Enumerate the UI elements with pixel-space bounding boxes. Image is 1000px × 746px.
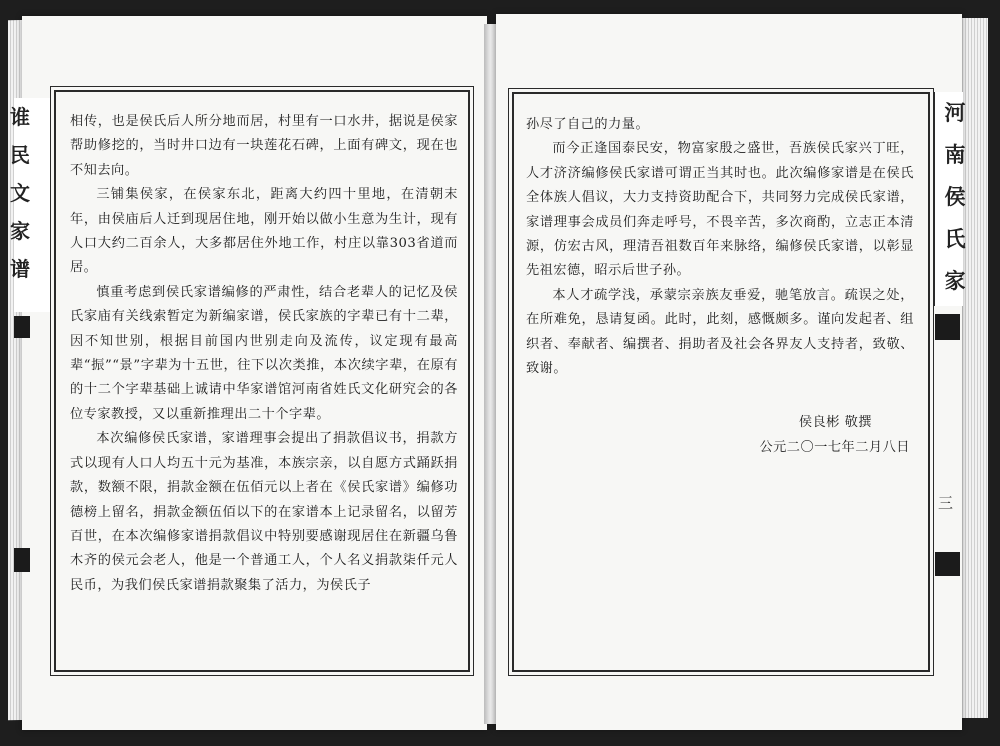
side-title-char: 河	[944, 100, 966, 125]
paragraph: 本次编修侯氏家谱，家谱理事会提出了捐款倡议书，捐款方式以现有人口人均五十元为基准，本族宗亲，以自愿方式踊跃捐款，数额不限，捐款金额在伍佰元以上者在《侯氏家谱》编修功德榜上留名，捐款金额伍佰以下的在家谱本上记录留名，以留芳百世，在本次编修家谱捐款倡议中特别要感谢现居住在新疆乌鲁木齐的侯元会老人，他是一个普通工人，个人名义捐款柒仟元人民币，为我们侯氏家谱捐款聚集了活力，为侯氏子	[70, 431, 458, 593]
side-title-char: 南	[944, 142, 966, 167]
right-page	[496, 14, 962, 730]
author-signature: 侯良彬 敬撰	[798, 415, 872, 431]
left-page	[22, 16, 487, 730]
right-tab-marker	[935, 552, 960, 576]
side-title-char: 家	[10, 219, 30, 243]
side-title-char: 侯	[944, 184, 966, 209]
side-title-char: 氏	[944, 226, 966, 251]
side-title-char: 文	[10, 181, 30, 205]
paragraph: 本人才疏学浅，承蒙宗亲族友垂爱，驰笔放言。疏误之处，在所难免，恳请复函。此时，此刻，感慨颇多。谨向发起者、组织者、奉献者、编撰者、捐助者及社会各界友人支持者，致敬、致谢。	[526, 287, 914, 377]
right-side-title-tab	[934, 92, 966, 306]
side-title-char: 谁	[10, 105, 30, 129]
left-tab-marker	[14, 548, 30, 572]
paragraph: 慎重考虑到侯氏家谱编修的严肃性，结合老辈人的记忆及侯氏家庙有关线索暂定为新编家谱，侯氏家族的字辈已有十二辈，因不知世别，根据目前国内世别走向及流传，议定现有最高辈“振”“景”字辈为十五世，往下以次类推，本次续字辈，在原有的十二个字辈基础上诚请中华家谱馆河南省姓氏文化研究会的各位专家教授，又以重新推理出二十个字辈。	[70, 284, 458, 422]
side-title-char: 谱	[10, 257, 30, 281]
left-page-border-frame	[54, 90, 470, 672]
page-number: 三	[938, 494, 954, 512]
paragraph: 孙尽了自己的力量。	[526, 117, 650, 132]
left-page-body	[70, 110, 458, 598]
right-tab-marker	[935, 314, 960, 340]
paragraph: 相传，也是侯氏后人所分地而居，村里有一口水井，据说是侯家帮助修挖的，当时井口边有一块莲花石碑，上面有碑文，现在也不知去向。	[70, 114, 458, 178]
signature-date: 公元二〇一七年二月八日	[759, 439, 910, 455]
right-page-body	[526, 113, 914, 460]
side-title-char: 家	[944, 268, 966, 293]
paragraph: 而今正逢国泰民安，物富家殷之盛世，吾族侯氏家兴丁旺，人才济济编修侯氏家谱可谓正当其时也。此次编修家谱是在侯氏全体族人倡议，大力支持资助配合下，共同努力完成侯氏家谱，家谱理事会成员们奔走呼号，不畏辛苦，多次商酌，立志正本清源，仿宏古风，理清吾祖数百年来脉络，编修侯氏家谱，以彰显先祖宏德，昭示后世子孙。	[526, 141, 914, 279]
side-title-char: 民	[10, 143, 30, 167]
left-tab-marker	[14, 316, 30, 338]
left-side-title-tab	[10, 98, 51, 312]
right-page-border-frame	[512, 92, 930, 672]
paragraph: 三铺集侯家，在侯家东北，距离大约四十里地，在清朝末年，由侯庙后人迁到现居住地，刚开始以做小生意为生计，现有人口大约二百余人，大多都居住外地工作，村庄以靠303省道而居。	[70, 187, 458, 276]
